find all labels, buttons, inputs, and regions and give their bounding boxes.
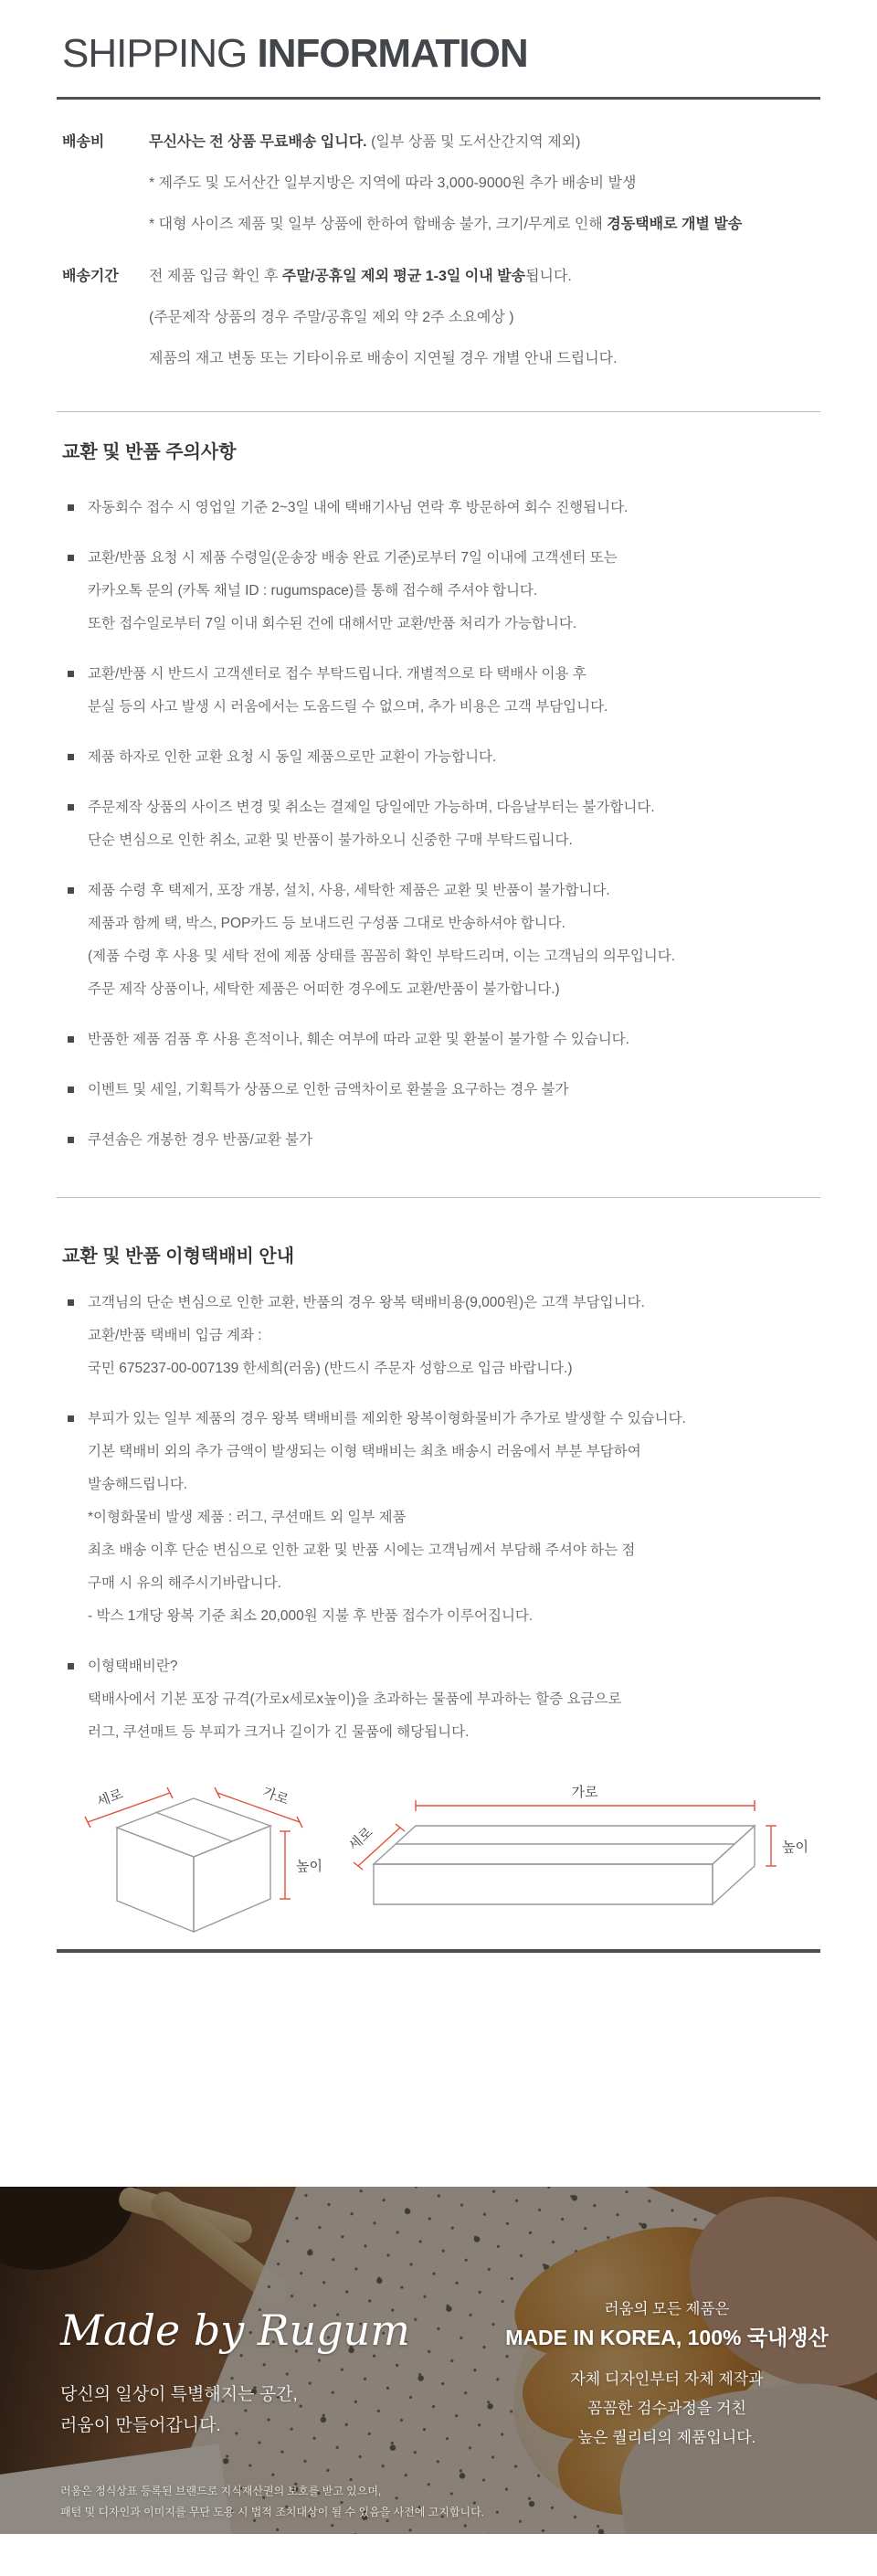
slab-dimension-lines [354, 1800, 777, 1870]
bullet-square-icon [68, 555, 74, 561]
cube-width-label: 가로 [260, 1784, 291, 1808]
notice-line: 기본 택배비 외의 추가 금액이 발생되는 이형 택배비는 최초 배송시 러움에서 부분 부담하여 [88, 1444, 641, 1459]
brand-tagline-2: 러움이 만들어갑니다. [60, 2416, 221, 2435]
notice-line: 분실 등의 사고 발생 시 러움에서는 도움드릴 수 없으며, 추가 비용은 고객 부담입니다. [88, 699, 608, 715]
shipping-period-line: 제품의 재고 변동 또는 기타이유로 배송이 지연될 경우 개별 안내 드립니다. [149, 351, 618, 366]
notice-item [68, 791, 840, 857]
notice-item [68, 658, 840, 724]
shipping-fee-line3-pre: * 대형 사이즈 제품 및 일부 상품에 한하여 합배송 불가, 크기/무게로 인해 [149, 217, 608, 232]
page-title [62, 31, 528, 78]
slab-box-drawing [374, 1826, 755, 1904]
shipping-period-line1-post: 됩니다. [525, 269, 572, 284]
notice-item [68, 741, 840, 774]
shipping-period-label: 배송기간 [62, 269, 119, 284]
notice-line: 러그, 쿠션매트 등 부피가 크거나 길이가 긴 물품에 해당됩니다. [88, 1724, 470, 1740]
notice-line: 자동회수 접수 시 영업일 기준 2~3일 내에 택배기사님 연락 후 방문하여 회수 진행됩니다. [88, 500, 629, 515]
made-in-korea-line-5: 높은 퀄리티의 제품입니다. [577, 2429, 756, 2446]
notice-line: 쿠션솜은 개봉한 경우 반품/교환 불가 [88, 1132, 313, 1148]
bullet-square-icon [68, 1663, 74, 1670]
notice-line: 반품한 제품 검품 후 사용 흔적이나, 훼손 여부에 따라 교환 및 환불이 불가할 수 있습니다. [88, 1032, 629, 1047]
made-in-korea-line-3: 자체 디자인부터 자체 제작과 [570, 2370, 764, 2388]
notice-line: 국민 675237-00-007139 한세희(러움) (반드시 주문자 성함으로 입금 바랍니다.) [88, 1361, 573, 1376]
notice-line: 이형택배비란? [88, 1659, 178, 1674]
box-dimension-diagram [0, 1784, 877, 1944]
bullet-square-icon [68, 1299, 74, 1306]
shipping-fee-line1-rest: (일부 상품 및 도서산간지역 제외) [366, 134, 581, 150]
shipping-summary [62, 122, 831, 379]
brand-tagline-1: 당신의 일상이 특별해지는 공간, [60, 2385, 298, 2404]
notice-line: 단순 변심으로 인한 취소, 교환 및 반품이 불가하오니 신중한 구매 부탁드립니다. [88, 832, 573, 848]
cube-depth-label: 세로 [94, 1786, 125, 1810]
notice-line: 제품 수령 후 택제거, 포장 개봉, 설치, 사용, 세탁한 제품은 교환 및 반품이 불가합니다. [88, 883, 610, 898]
cube-height-label: 높이 [296, 1859, 322, 1874]
notice-line: - 박스 1개당 왕복 기준 최소 20,000원 지불 후 반품 접수가 이루어집니다. [88, 1608, 534, 1624]
shipping-period-line1-bold: 주말/공휴일 제외 평균 1-3일 이내 발송 [281, 269, 526, 284]
photo-dark-overlay [0, 2187, 877, 2534]
made-in-korea-line-4: 꼼꼼한 검수과정을 거친 [587, 2400, 746, 2417]
notice-line: 구매 시 유의 해주시기바랍니다. [88, 1575, 281, 1591]
notice-line: 주문 제작 상품이나, 세탁한 제품은 어떠한 경우에도 교환/반품이 불가합니다.) [88, 981, 560, 997]
shipping-fee-lines [149, 122, 831, 245]
bullet-square-icon [68, 754, 74, 760]
brand-legal-2: 패턴 및 디자인과 이미지를 무단 도용 시 법적 조치대상이 될 수 있음을 사전에 고지합니다. [60, 2506, 484, 2518]
shipping-fee-line1-bold: 무신사는 전 상품 무료배송 입니다. [149, 134, 367, 150]
shipping-period-line1-pre: 전 제품 입금 확인 후 [149, 269, 282, 284]
made-in-korea-line-2: MADE IN KOREA, 100% 국내생산 [505, 2326, 829, 2349]
notice-item [68, 1023, 840, 1056]
shipping-period-row [62, 256, 831, 379]
bullet-square-icon [68, 887, 74, 894]
brand-banner [0, 2187, 877, 2534]
notice-line: 부피가 있는 일부 제품의 경우 왕복 택배비를 제외한 왕복이형화물비가 추가로 발생할 수 있습니다. [88, 1411, 686, 1426]
irregular-fee-list [68, 1287, 840, 1749]
notice-item [68, 1287, 840, 1385]
divider-thick-bottom [57, 1949, 820, 1953]
shipping-period-line [149, 256, 831, 297]
page-title-bold: INFORMATION [257, 31, 528, 76]
bullet-square-icon [68, 1415, 74, 1422]
notice-line: 교환/반품 요청 시 제품 수령일(운송장 배송 완료 기준)로부터 7일 이내에 고객센터 또는 [88, 550, 618, 566]
section-heading-exchange-notice: 교환 및 반품 주의사항 [62, 442, 237, 462]
notice-item [68, 1650, 840, 1749]
notice-line: 또한 접수일로부터 7일 이내 회수된 건에 대해서만 교환/반품 처리가 가능합니다. [88, 616, 577, 631]
slab-depth-label: 세로 [345, 1824, 376, 1854]
divider-thick-top [57, 97, 820, 100]
shipping-fee-line [149, 122, 831, 163]
bullet-square-icon [68, 671, 74, 677]
notice-line: 최초 배송 이후 단순 변심으로 인한 교환 및 반품 시에는 고객님께서 부담해 주셔야 하는 점 [88, 1542, 636, 1558]
shipping-fee-label: 배송비 [62, 134, 105, 150]
notice-line: 주문제작 상품의 사이즈 변경 및 취소는 결제일 당일에만 가능하며, 다음날부터는 불가합니다. [88, 800, 655, 815]
shipping-fee-line: * 제주도 및 도서산간 일부지방은 지역에 따라 3,000-9000원 추가 배송비 발생 [149, 175, 637, 191]
slab-width-label: 가로 [571, 1785, 598, 1800]
bullet-square-icon [68, 504, 74, 511]
shipping-fee-line3-bold: 경동택배로 개별 발송 [607, 217, 743, 232]
notice-line: 제품과 함께 택, 박스, POP카드 등 보내드린 구성품 그대로 반송하셔야 합니다. [88, 916, 565, 931]
divider-thin-1 [57, 411, 820, 412]
brand-legal-1: 러움은 정식상표 등록된 브랜드로 지식재산권의 보호를 받고 있으며, [60, 2485, 382, 2497]
slab-height-label: 높이 [782, 1839, 808, 1855]
divider-thin-2 [57, 1197, 820, 1198]
page-title-light: SHIPPING [62, 31, 258, 76]
made-in-korea-line-1: 러움의 모든 제품은 [604, 2301, 730, 2317]
notice-line: (제품 수령 후 사용 및 세탁 전에 제품 상태를 꼼꼼히 확인 부탁드리며, 이는 고객님의 의무입니다. [88, 949, 676, 964]
bullet-square-icon [68, 1087, 74, 1093]
cube-box-drawing [117, 1798, 270, 1932]
notice-line: *이형화물비 발생 제품 : 러그, 쿠션매트 외 일부 제품 [88, 1510, 407, 1525]
notice-line: 제품 하자로 인한 교환 요청 시 동일 제품으로만 교환이 가능합니다. [88, 749, 497, 765]
bullet-square-icon [68, 1036, 74, 1043]
bullet-square-icon [68, 804, 74, 811]
brand-logo-text: Made by Rugum [60, 2306, 410, 2355]
notice-line: 택배사에서 기본 포장 규격(가로x세로x높이)을 초과하는 물품에 부과하는 할증 요금으로 [88, 1691, 622, 1707]
bullet-square-icon [68, 1137, 74, 1143]
notice-item [68, 542, 840, 641]
notice-line: 교환/반품 시 반드시 고객센터로 접수 부탁드립니다. 개별적으로 타 택배사 이용 후 [88, 666, 586, 682]
notice-item [68, 1074, 840, 1107]
shipping-period-lines [149, 256, 831, 379]
notice-line: 교환/반품 택배비 입금 계좌 : [88, 1328, 262, 1343]
notice-line: 카카오톡 문의 (카톡 채널 ID : rugumspace)를 통해 접수해 주셔야 합니다. [88, 583, 538, 599]
section-heading-irregular-fee: 교환 및 반품 이형택배비 안내 [62, 1246, 295, 1267]
exchange-notice-list [68, 492, 840, 1157]
shipping-fee-line [149, 204, 831, 245]
notice-line: 고객님의 단순 변심으로 인한 교환, 반품의 경우 왕복 택배비용(9,000원)은 고객 부담입니다. [88, 1295, 645, 1310]
notice-item [68, 1403, 840, 1633]
notice-line: 발송해드립니다. [88, 1477, 188, 1492]
shipping-fee-row [62, 122, 831, 245]
notice-item [68, 492, 840, 525]
notice-item [68, 1124, 840, 1157]
notice-item [68, 875, 840, 1006]
shipping-period-line: (주문제작 상품의 경우 주말/공휴일 제외 약 2주 소요예상 ) [149, 310, 514, 325]
notice-line: 이벤트 및 세일, 기획특가 상품으로 인한 금액차이로 환불을 요구하는 경우 불가 [88, 1082, 569, 1097]
